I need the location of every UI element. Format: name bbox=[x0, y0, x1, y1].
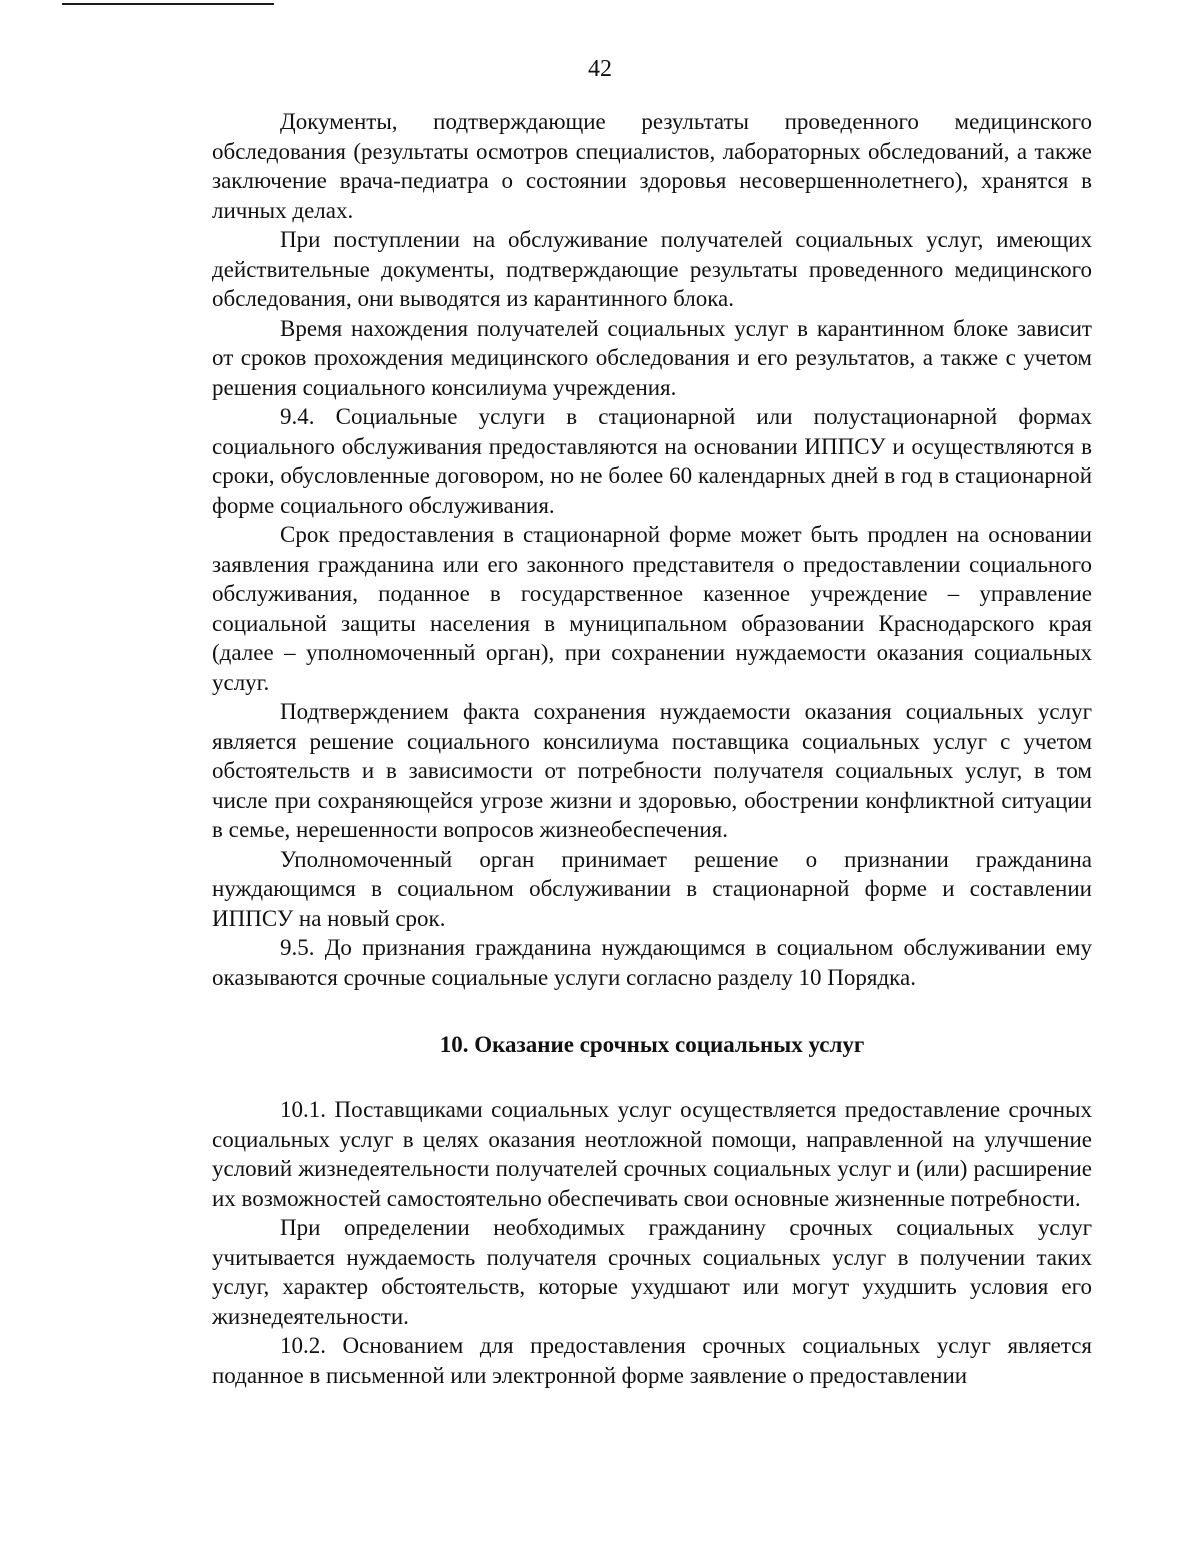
paragraph-quarantine-release: При поступлении на обслуживание получателей социальных услуг, имеющих действительные документы, подтверждающие результаты проведенного медицинского обследования, они выводятся из карантинного блока. bbox=[212, 227, 1092, 311]
paragraph-urgent-needs: При определении необходимых гражданину срочных социальных услуг учитывается нуждаемость получателя срочных социальных услуг в получении таких услуг, характер обстоятельств, которые ухудшают или могут ухудшить условия его жизнедеятельности. bbox=[212, 1215, 1092, 1329]
top-rule-divider bbox=[62, 3, 274, 5]
document-body bbox=[212, 107, 1092, 1390]
paragraph-need-confirmation: Подтверждением факта сохранения нуждаемости оказания социальных услуг является решение социального консилиума поставщика социальных услуг с учетом обстоятельств и в зависимости от потребности получателя социальных услуг, в том числе при сохраняющейся угрозе жизни и здоровью, обострении конфликтной ситуации в семье, нерешенности вопросов жизнеобеспечения. bbox=[212, 699, 1092, 842]
paragraph-authorized-body: Уполномоченный орган принимает решение о признании гражданина нуждающимся в социальном обслуживании в стационарной форме и составлении ИППСУ на новый срок. bbox=[212, 846, 1092, 931]
paragraph-medical-documents: Документы, подтверждающие результаты проведенного медицинского обследования (результаты осмотров специалистов, лабораторных обследований, а также заключение врача-педиатра о состоянии здоровья несовершеннолетнего), хранятся в личных делах. bbox=[212, 109, 1092, 223]
page-number: 42 bbox=[588, 56, 612, 82]
paragraph-term-extension: Срок предоставления в стационарной форме может быть продлен на основании заявления гражданина или его законного представителя о предоставлении социального обслуживания, поданное в государственное казенное учреждение – управление социальной защиты населения в муниципальном образовании Краснодарского края (далее – уполномоченный орган), при сохранении нуждаемости оказания социальных услуг. bbox=[212, 522, 1092, 695]
paragraph-10-1: 10.1. Поставщиками социальных услуг осуществляется предоставление срочных социальных услуг в целях оказания неотложной помощи, направленной на улучшение условий жизнедеятельности получателей срочных социальных услуг и (или) расширение их возможностей самостоятельно обеспечивать свои основные жизненные потребности. bbox=[212, 1097, 1092, 1211]
paragraph-10-2: 10.2. Основанием для предоставления срочных социальных услуг является поданное в письменной или электронной форме заявление о предоставлении bbox=[212, 1333, 1092, 1388]
paragraph-9-4: 9.4. Социальные услуги в стационарной или полустационарной формах социального обслуживания предоставляются на основании ИППСУ и осуществляются в сроки, обусловленные договором, но не более 60 календарных дней в год в стационарной форме социального обслуживания. bbox=[212, 404, 1092, 518]
section-heading: 10. Оказание срочных социальных услуг bbox=[439, 1032, 865, 1057]
paragraph-quarantine-duration: Время нахождения получателей социальных услуг в карантинном блоке зависит от сроков прохождения медицинского обследования и его результатов, а также с учетом решения социального консилиума учреждения. bbox=[212, 315, 1092, 400]
paragraph-9-5: 9.5. До признания гражданина нуждающимся в социальном обслуживании ему оказываются срочные социальные услуги согласно разделу 10 Порядка. bbox=[212, 935, 1092, 990]
